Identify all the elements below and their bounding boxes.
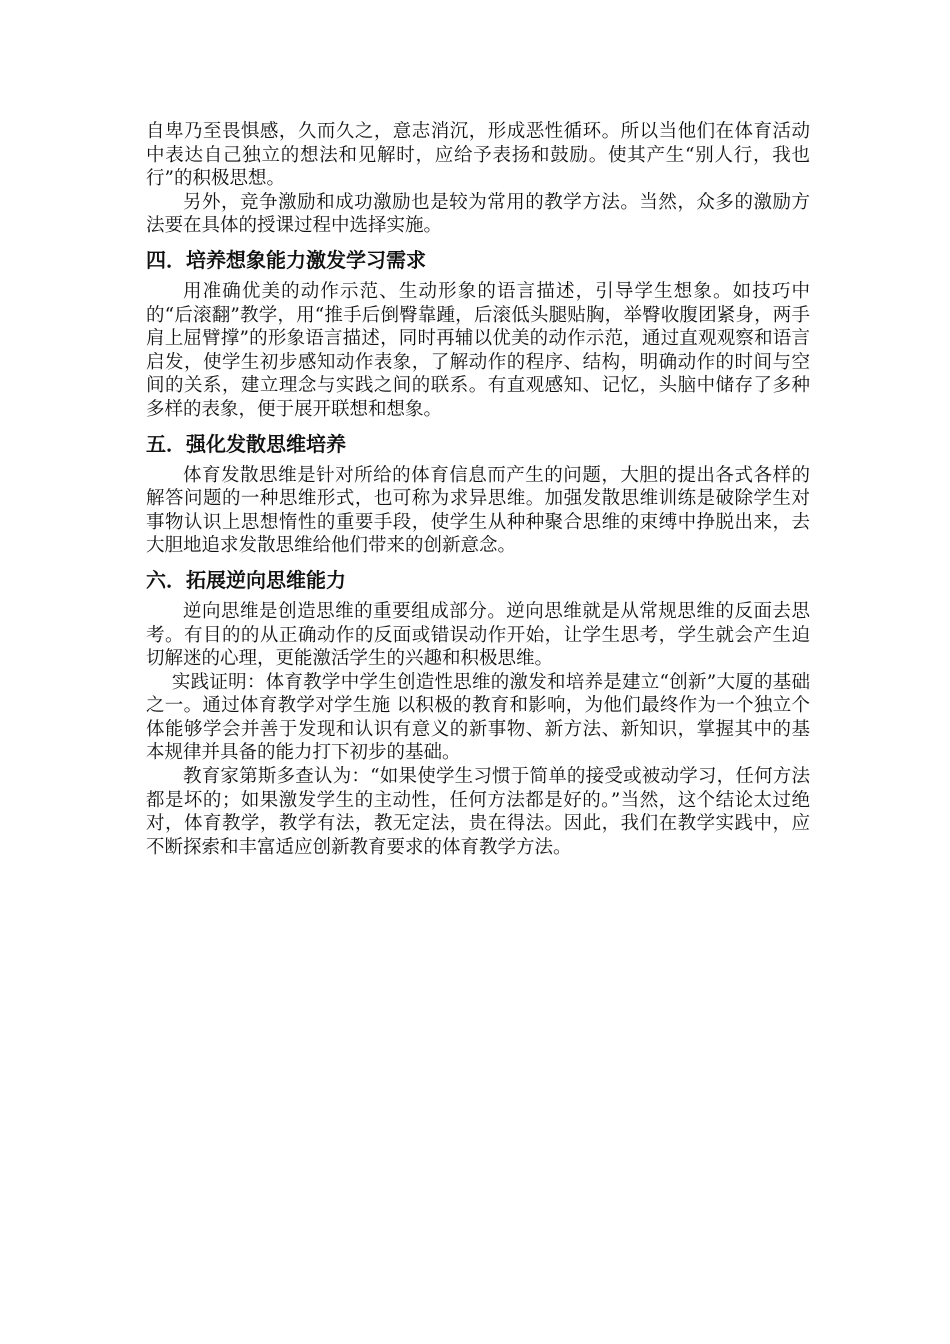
- paragraph-educator-quote: 教育家第斯多查认为：“如果使学生习惯于简单的接受或被动学习，任何方法都是坏的；如果激发学生的主动性，任何方法都是好的。”当然，这个结论太过绝对，体育教学，教学有法，教无定法，贵在得法。因此，我们在教学实践中，应不断探索和丰富适应创新教育要求的体育教学方法。: [146, 766, 810, 858]
- document-page: [146, 120, 810, 859]
- paragraph-continuation: 自卑乃至畏惧感，久而久之，意志消沉，形成恶性循环。所以当他们在体育活动中表达自己独立的想法和见解时，应给予表扬和鼓励。使其产生“别人行，我也行”的积极思想。: [146, 121, 810, 190]
- section-heading-4: 四．培养想象能力激发学习需求: [146, 247, 426, 272]
- paragraph-practice-proof: 实践证明：体育教学中学生创造性思维的激发和培养是建立“创新”大厦的基础之一。通过体育教学对学生施 以积极的教育和影响，为他们最终作为一个独立个体能够学会并善于发现和认识有意义的新事物、新方法、新知识，掌握其中的基本规律并具备的能力打下初步的基础。: [146, 671, 810, 764]
- paragraph-incentive-methods: 另外，竞争激励和成功激励也是较为常用的教学方法。当然，众多的激励方法要在具体的授课过程中选择实施。: [146, 191, 810, 237]
- section-body-6: 逆向思维是创造思维的重要组成部分。逆向思维就是从常规思维的反面去思考。有目的的从正确动作的反面或错误动作开始，让学生思考，学生就会产生迫切解迷的心理，更能激活学生的兴趣和积极思维。: [146, 600, 810, 670]
- section-body-5: 体育发散思维是针对所给的体育信息而产生的问题，大胆的提出各式各样的解答问题的一种思维形式，也可称为求异思维。加强发散思维训练是破除学生对事物认识上思想惰性的重要手段，使学生从种种聚合思维的束缚中挣脱出来，去大胆地追求发散思维给他们带来的创新意念。: [146, 464, 810, 557]
- section-body-4: 用准确优美的动作示范、生动形象的语言描述，引导学生想象。如技巧中的“后滚翻”教学，用“推手后倒臀靠踵，后滚低头腿贴胸，举臀收腹团紧身，两手肩上屈臂撑”的形象语言描述，同时再辅以优美的动作示范，通过直观观察和语言启发，使学生初步感知动作表象，了解动作的程序、结构，明确动作的时间与空间的关系，建立理念与实践之间的联系。有直观感知、记忆，头脑中储存了多种多样的表象，便于展开联想和想象。: [146, 280, 810, 420]
- section-heading-5: 五．强化发散思维培养: [146, 431, 346, 456]
- section-heading-6: 六．拓展逆向思维能力: [146, 567, 346, 592]
